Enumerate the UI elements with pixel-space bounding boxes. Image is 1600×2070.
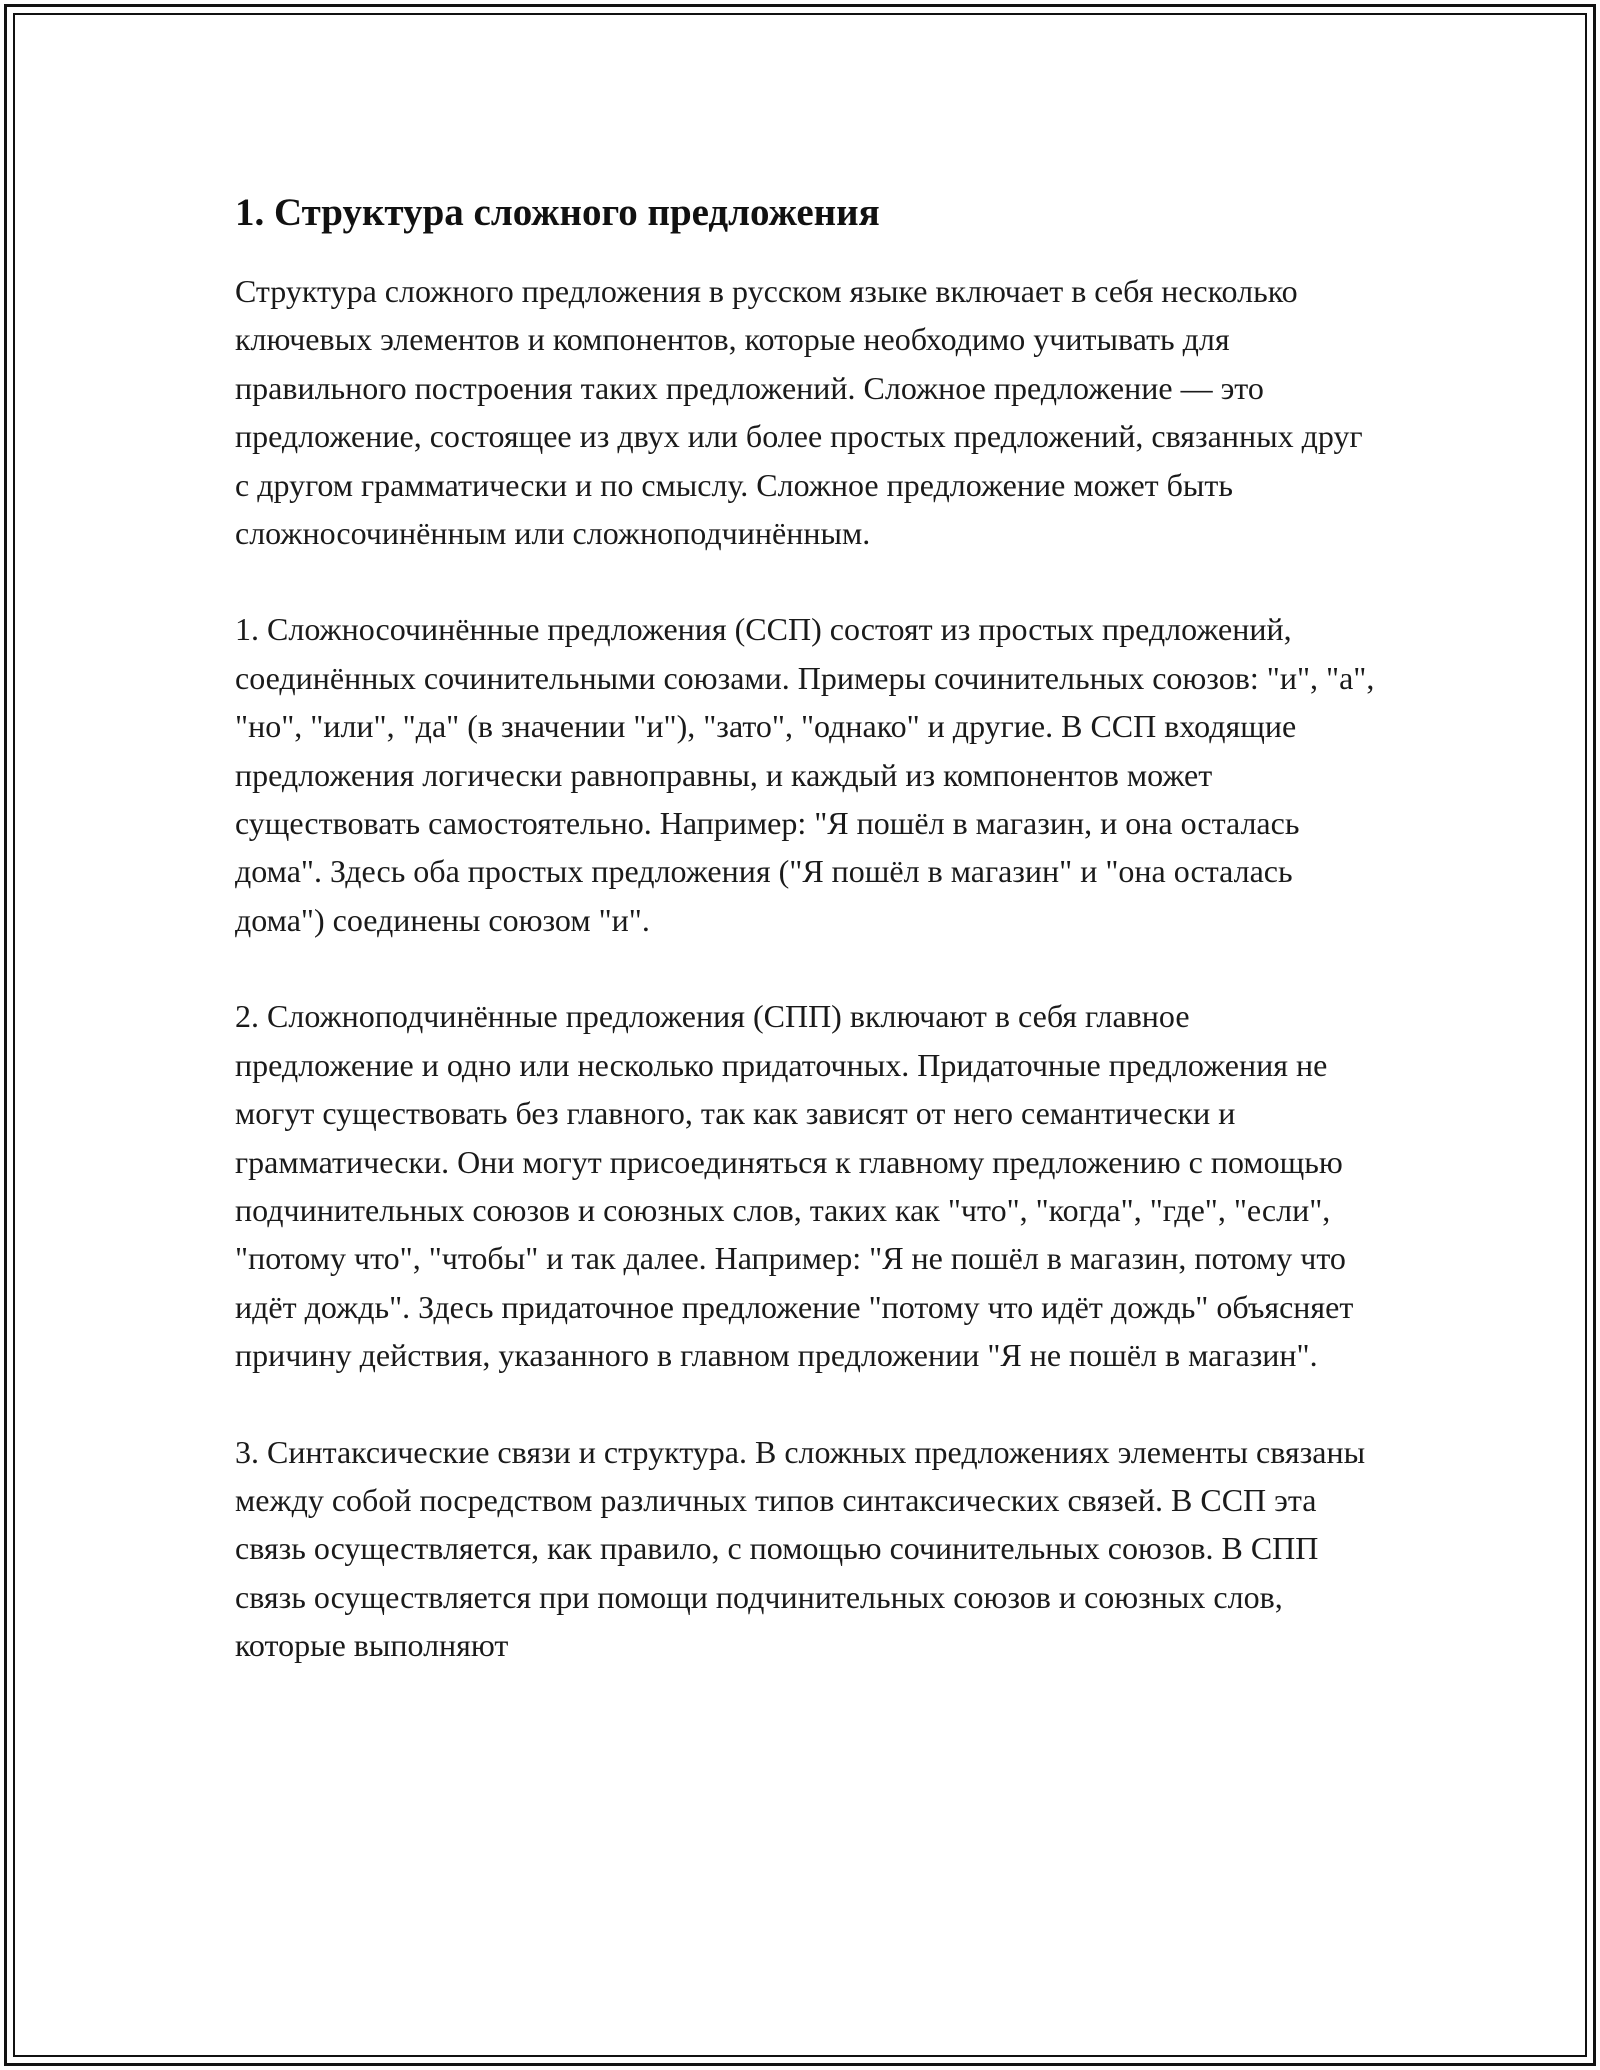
paragraph-complex-sentences: 2. Сложноподчинённые предложения (СПП) включают в себя главное предложение и одно или несколько придаточных. Придаточные предложения не могут существовать без главного, так как зависят от него семантически и грамматически. Они могут присоединяться к главному предложению с помощью подчинительных союзов и союзных слов, таких как "что", "когда", "где", "если", "потому что", "чтобы" и так далее. Например: "Я не пошёл в магазин, потому что идёт дождь". Здесь придаточное предложение "потому что идёт дождь" объясняет причину действия, указанного в главном предложении "Я не пошёл в магазин". [235, 998, 1354, 1374]
paragraph-syntactic-links: 3. Синтаксические связи и структура. В сложных предложениях элементы связаны между собой посредством различных типов синтаксических связей. В ССП эта связь осуществляется, как правило, с помощью сочинительных союзов. В СПП связь осуществляется при помощи подчинительных союзов и союзных слов, которые выполняют [235, 1433, 1366, 1664]
section-title: 1. Структура сложного предложения [235, 191, 880, 234]
document-body [235, 187, 1375, 1718]
paragraph-compound-sentences: 1. Сложносочинённые предложения (ССП) состоят из простых предложений, соединённых сочинительными союзами. Примеры сочинительных союзов: "и", "а", "но", "или", "да" (в значении "и"), "зато", "однако" и другие. В ССП входящие предложения логически равноправны, и каждый из компонентов может существовать самостоятельно. Например: "Я пошёл в магазин, и она осталась дома". Здесь оба простых предложения ("Я пошёл в магазин" и "она осталась дома") соединены союзом "и". [235, 611, 1375, 938]
paragraph-intro: Структура сложного предложения в русском языке включает в себя несколько ключевых элементов и компонентов, которые необходимо учитывать для правильного построения таких предложений. Сложное предложение — это предложение, состоящее из двух или более простых предложений, связанных друг с другом грамматически и по смыслу. Сложное предложение может быть сложносочинённым или сложноподчинённым. [235, 273, 1363, 552]
